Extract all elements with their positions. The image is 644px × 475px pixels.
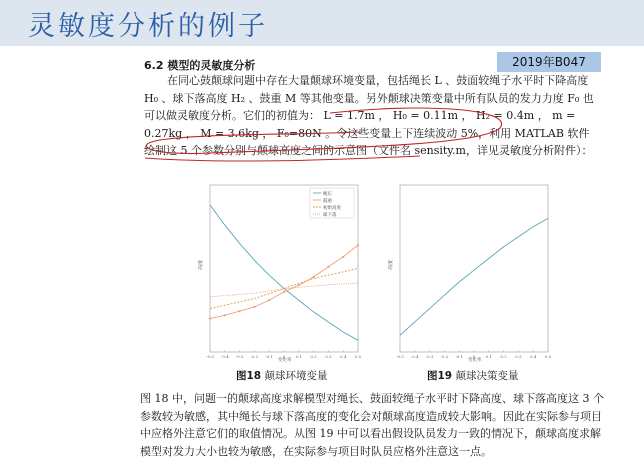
legend-label-0: 绳长 [323,192,332,197]
x-tick-label: 0.3 [325,354,332,359]
x-tick-label: 0.1 [485,354,492,359]
legend-label-2: 初始高度 [323,206,341,211]
paragraph-1: 在同心鼓颠球问题中存在大量颠球环境变量，包括绳长 L 、鼓面较绳子水平时下降高度 H₀ 、球下落高度 H₂ 、鼓重 M 等其他变量。另外颠球决策变量中所有队员的发力力度 F₀ 也可以做灵敏度分析。它们的初值为： L = 1.7m ， H₀ = 0.11m ， H₂ = 0.4m ， m = 0.27kg ， M = 3.6kg ， F₀=80N 。令这些变量上下连续波动 5%，利用 MATLAB 软件绘制这 5 个参数分别与颠球高度之间的示意图（文件名 sensity.m，详见灵敏度分析附件）： [144,74,594,157]
x-tick-label: -0.5 [396,354,404,359]
series-point-1 [224,314,226,316]
figure-19-number: 图19 [427,370,453,382]
series-point-1 [268,299,270,301]
x-tick-label: 0.4 [340,354,347,359]
figure-18-caption [236,368,327,383]
x-tick-label: -0.1 [265,354,274,359]
slide-title: 灵敏度分析的例子 [28,11,268,42]
figure-19-title: 颠球决策变量 [455,370,519,382]
x-tick-label: -0.1 [455,354,464,359]
section-heading: 6.2 模型的灵敏度分析 [144,59,256,72]
figure-18-title: 颠球环境变量 [264,370,328,382]
figure-18-plot [198,180,366,362]
legend [310,188,354,218]
paragraph-2: 图 18 中，问题一的颠球高度求解模型对绳长、鼓面较绳子水平时下降高度、球下落高度这 3 个参数较为敏感，其中绳长与球下落高度的变化会对颠球高度造成较大影响。因此在实际参与项目中应格外注意它们的取值情况。从图 19 中可以看出假设队员发力一致的情况下，颠球高度求解模型对发力大小也较为敏感，在实际参与项目时队员应格外注意这一点。 [140,392,604,458]
series-point-1 [313,276,315,278]
x-tick-label: 0.1 [295,354,302,359]
series-point-1 [253,306,255,308]
x-tick-label: 0 [472,354,476,359]
x-tick-label: -0.2 [440,354,449,359]
series-point-1 [327,266,329,268]
x-tick-label: 0.5 [354,354,362,359]
x-tick-label: -0.5 [206,354,214,359]
x-tick-label: 0.2 [500,354,507,359]
x-tick-label: 0 [282,354,286,359]
plot-frame [400,185,548,352]
series-point-1 [283,291,285,293]
x-axis-label: 变化率 [468,358,482,362]
series-point-1 [298,284,300,286]
x-tick-label: -0.3 [425,354,434,359]
x-axis-label: 变化率 [278,358,292,362]
x-tick-label: 0.4 [530,354,537,359]
series-point-1 [342,256,344,258]
source-tag: 2019年B047 [497,52,601,72]
series-point-1 [357,244,359,246]
x-tick-label: 0.3 [515,354,522,359]
y-axis-label: 高度 [198,259,204,270]
series-point-1 [209,318,211,320]
legend-label-3: 球下落 [323,213,337,218]
figure-19-plot [388,180,556,362]
y-axis-label: 高度 [388,259,394,270]
figure-18-number: 图18 [236,370,262,382]
series-point-1 [239,310,241,312]
x-tick-label: -0.4 [410,354,419,359]
x-tick-label: -0.2 [250,354,259,359]
x-tick-label: -0.4 [220,354,229,359]
x-tick-label: -0.3 [235,354,244,359]
legend-label-1: 鼓重 [323,199,332,204]
slide-title-bar [0,0,644,46]
x-tick-label: 0.2 [310,354,317,359]
figure-19-caption [427,368,518,383]
x-tick-label: 0.5 [544,354,552,359]
